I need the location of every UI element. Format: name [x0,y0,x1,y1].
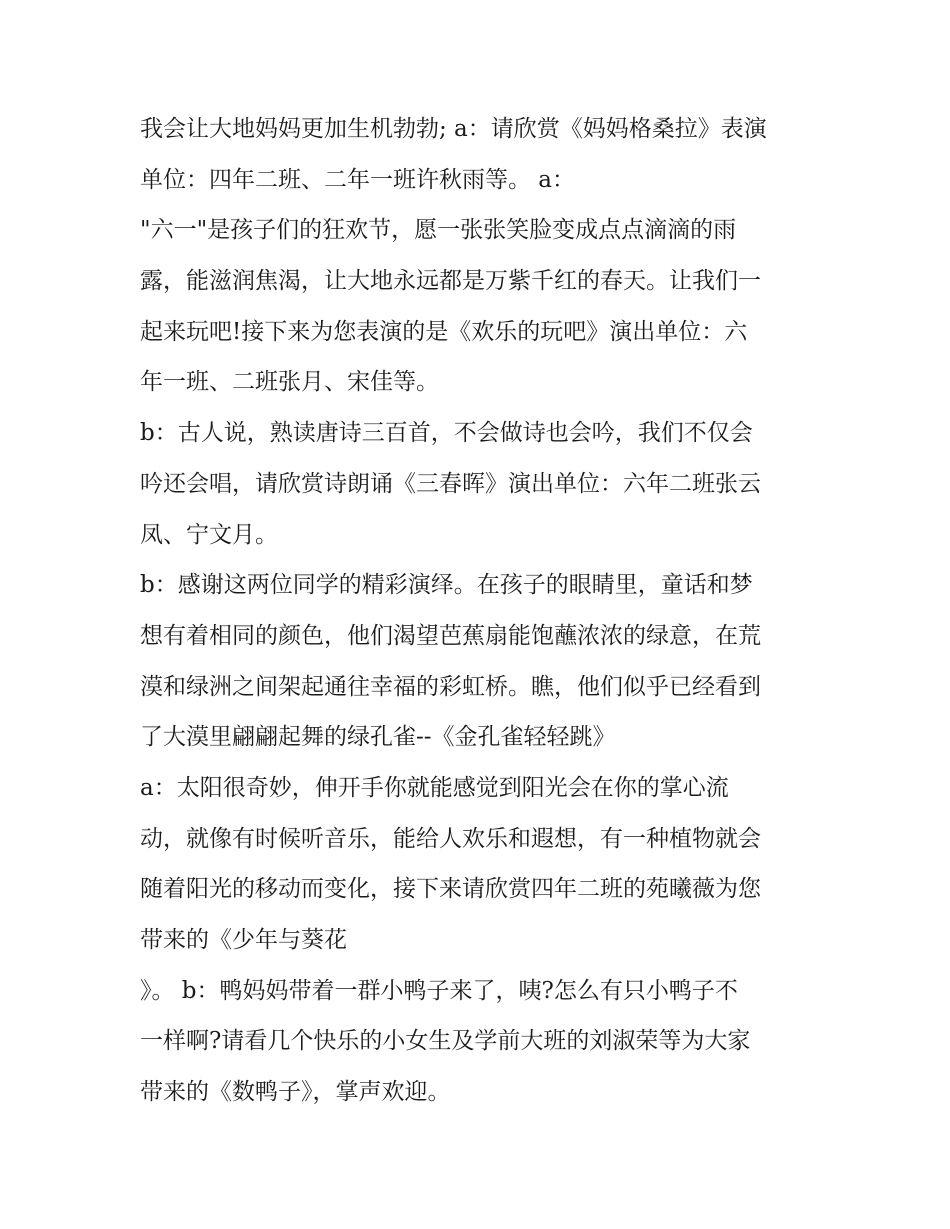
text-line-4: 露，能滋润焦渴，让大地永远都是万紫千红的春天。让我们一 [140,268,761,295]
text-line-8: 吟还会唱，请欣赏诗朗诵《三春晖》演出单位：六年二班张云 [140,470,761,497]
text-line-1: 我会让大地妈妈更加生机勃勃; a：请欣赏《妈妈格桑拉》表演 [140,116,767,142]
text-line-14: a：太阳很奇妙，伸开手你就能感觉到阳光会在你的掌心流 [140,774,729,801]
text-line-17: 带来的《少年与葵花 [140,927,347,953]
text-line-13: 了大漠里翩翩起舞的绿孔雀--《金孔雀轻轻跳》 [140,724,616,751]
text-line-6: 年一班、二班张月、宋佳等。 [140,369,439,396]
text-line-15: 动，就像有时候听音乐，能给人欢乐和遐想，有一种植物就会 [140,825,761,852]
text-line-2: 单位：四年二班、二年一班许秋雨等。 a： [140,166,576,193]
text-line-12: 漠和绿洲之间架起通往幸福的彩虹桥。瞧，他们似乎已经看到 [140,673,761,700]
text-line-10: b：感谢这两位同学的精彩演绎。在孩子的眼睛里，童话和梦 [140,572,753,599]
text-line-18: 》。 b：鸭妈妈带着一群小鸭子来了，咦?怎么有只小鸭子不 [140,977,738,1004]
text-line-7: b：古人说，熟读唐诗三百首，不会做诗也会吟，我们不仅会 [140,420,753,447]
text-line-5: 起来玩吧!接下来为您表演的是《欢乐的玩吧》演出单位：六 [140,318,748,345]
text-line-20: 带来的《数鸭子》，掌声欢迎。 [140,1079,451,1106]
text-line-3: "六一"是孩子们的狂欢节，愿一张张笑脸变成点点滴滴的雨 [140,217,737,244]
text-line-11: 想有着相同的颜色，他们渴望芭蕉扇能饱蘸浓浓的绿意，在荒 [140,622,761,649]
document-body [140,104,830,1118]
text-line-9: 凤、宁文月。 [140,521,278,548]
text-line-16: 随着阳光的移动而变化，接下来请欣赏四年二班的苑曦薇为您 [140,876,761,903]
text-line-19: 一样啊?请看几个快乐的小女生及学前大班的刘淑荣等为大家 [140,1028,751,1055]
